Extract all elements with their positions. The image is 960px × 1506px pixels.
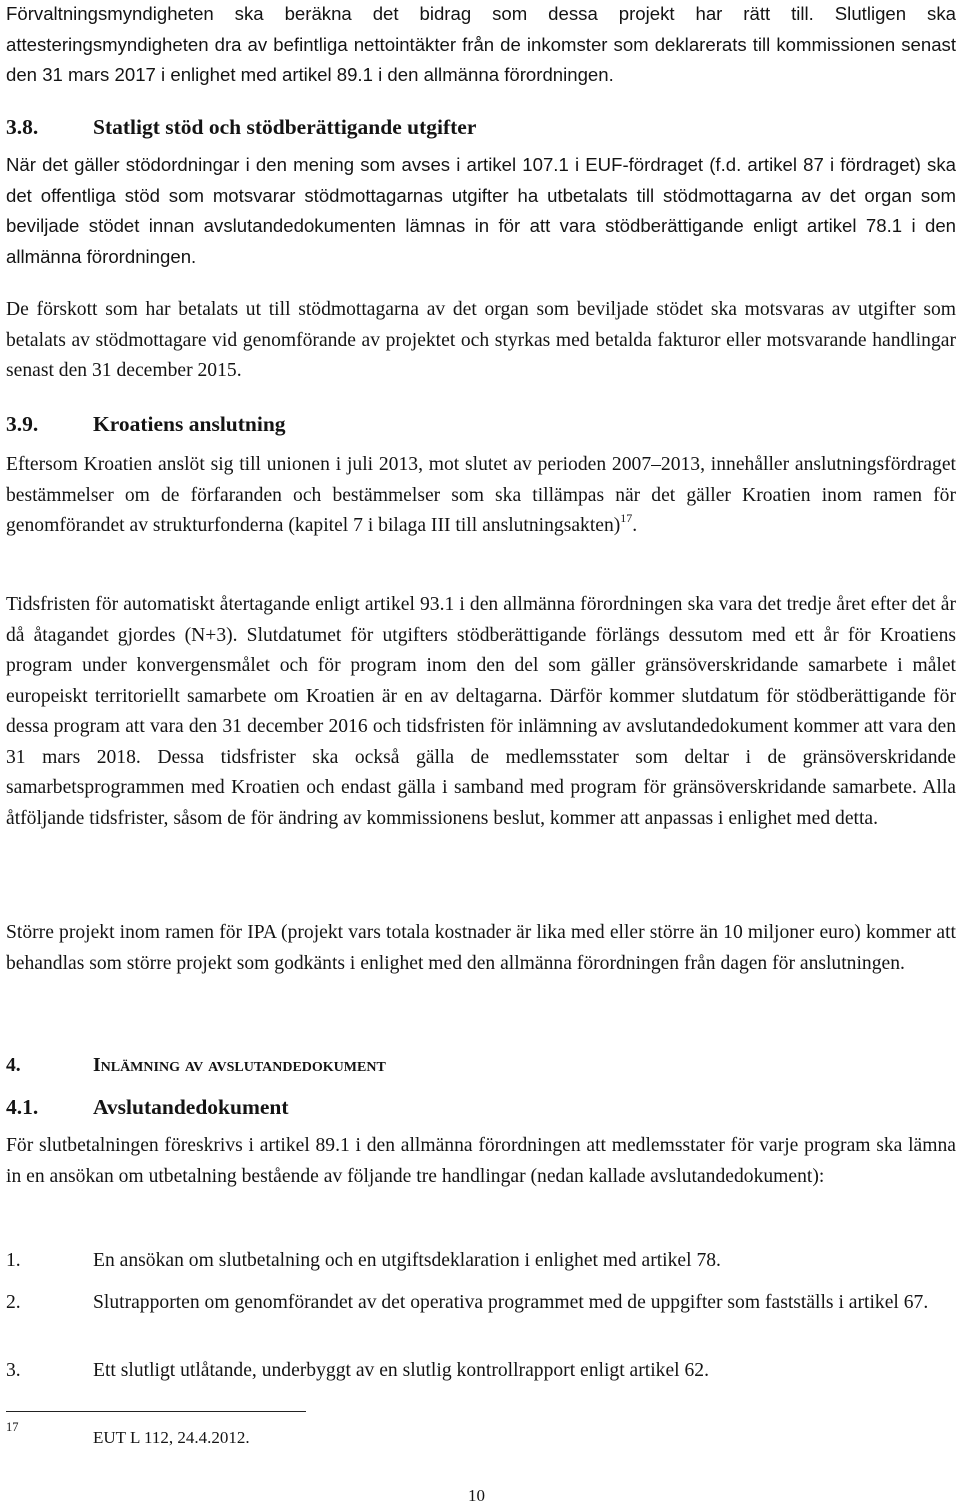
section-heading-3-8 xyxy=(6,112,476,142)
list-item xyxy=(6,1246,956,1277)
paragraph-text: Eftersom Kroatien anslöt sig till unionen i juli 2013, mot slutet av perioden 2007–2013, innehåller anslutningsfördraget bestämmelser om de förfaranden och bestämmelser som ska tillämpas när det gäller Kroatien inom ramen för genomförandet av strukturfonderna (kapitel 7 i bilaga III till anslutningsakten) xyxy=(6,454,956,536)
croatia-accession-paragraph xyxy=(6,450,956,542)
list-item-text: Slutrapporten om genomförandet av det operativa programmet med de uppgifter som fastställs i artikel 67. xyxy=(93,1292,929,1313)
list-item xyxy=(6,1356,956,1387)
state-aid-paragraph: När det gäller stödordningar i den mening som avses i artikel 107.1 i EUF-fördraget (f.d. artikel 87 i fördraget) ska det offentliga stöd som motsvarar stödmottagarnas utgifter ha utbetalats till stödmottagarna av det organ som beviljade stödet innan avslutandedokumenten lämnas in för att vara stödberättigande enligt artikel 78.1 i den allmänna förordningen. xyxy=(6,154,956,267)
section-title: Statligt stöd och stödberättigande utgifter xyxy=(93,115,477,139)
footnote-text: EUT L 112, 24.4.2012. xyxy=(93,1428,250,1447)
paragraph-end: . xyxy=(632,515,638,536)
section-number: 4. xyxy=(6,1055,21,1076)
list-item-text: Ett slutligt utlåtande, underbyggt av en slutlig kontrollrapport enligt artikel 62. xyxy=(93,1360,709,1381)
section-number: 4.1. xyxy=(6,1095,39,1119)
deadline-paragraph: Tidsfristen för automatiskt återtagande enligt artikel 93.1 i den allmänna förordningen ska vara det tredje året efter det år då åtagandet gjordes (N+3). Slutdatumet för utgifters stödberättigande förlängs dessutom med ett år för Kroatiens program under konvergensmålet och för program inom den del som gäller gränsöverskridande samarbete i målet europeiskt territoriellt samarbete om Kroatien är en av deltagarna. Därför kommer slutdatum för stödberättigande för dessa program att vara den 31 december 2016 och tidsfristen för inlämning av avslutandedokument kommer att vara den 31 mars 2018. Dessa tidsfrister ska också gälla de medlemsstater som deltar i de gränsöverskridande samarbetsprogrammen med Kroatien och endast gälla i samband med program för gränsöverskridande samarbete. Alla åtföljande tidsfrister, såsom de för ändring av kommissionens beslut, kommer att anpassas i enlighet med detta. xyxy=(6,594,956,829)
footnote-reference: 17 xyxy=(620,511,633,525)
footnote-divider xyxy=(6,1411,306,1412)
final-payment-paragraph: För slutbetalningen föreskrivs i artikel 89.1 i den allmänna förordningen att medlemsstater för varje program ska lämna in en ansökan om utbetalning bestående av följande tre handlingar (nedan kallade avslutandedokument): xyxy=(6,1135,956,1187)
section-heading-4-1 xyxy=(6,1092,289,1122)
footnote-number: 17 xyxy=(6,1420,19,1434)
list-item xyxy=(6,1288,956,1319)
list-item-number: 1. xyxy=(6,1250,21,1271)
section-number: 3.9. xyxy=(6,412,39,436)
ipa-projects-paragraph: Större projekt inom ramen för IPA (projekt vars totala kostnader är lika med eller större än 10 miljoner euro) kommer att behandlas som större projekt som godkänts i enlighet med den allmänna förordningen från dagen för anslutningen. xyxy=(6,922,956,974)
section-heading-3-9 xyxy=(6,409,286,439)
section-number: 3.8. xyxy=(6,115,39,139)
list-item-number: 3. xyxy=(6,1360,21,1381)
advance-payment-paragraph: De förskott som har betalats ut till stödmottagarna av det organ som beviljade stödet ska motsvaras av utgifter som betalats av stödmottagare vid genomförande av projektet och styrkas med betalda fakturor eller motsvarande handlingar senast den 31 december 2015. xyxy=(6,299,956,381)
list-item-text: En ansökan om slutbetalning och en utgiftsdeklaration i enlighet med artikel 78. xyxy=(93,1250,721,1271)
intro-paragraph: Förvaltningsmyndigheten ska beräkna det bidrag som dessa projekt har rätt till. Slutligen ska attesteringsmyndigheten dra av befintliga nettointäkter från de inkomster som deklarerats till kommissionen senast den 31 mars 2017 i enlighet med artikel 89.1 i den allmänna förordningen. xyxy=(6,3,956,85)
section-title: Inlämning av avslutandedokument xyxy=(93,1055,386,1076)
section-title: Avslutandedokument xyxy=(93,1095,289,1119)
section-heading-4 xyxy=(6,1051,386,1081)
section-title: Kroatiens anslutning xyxy=(93,412,286,436)
page-number: 10 xyxy=(468,1486,485,1505)
list-item-number: 2. xyxy=(6,1292,21,1313)
